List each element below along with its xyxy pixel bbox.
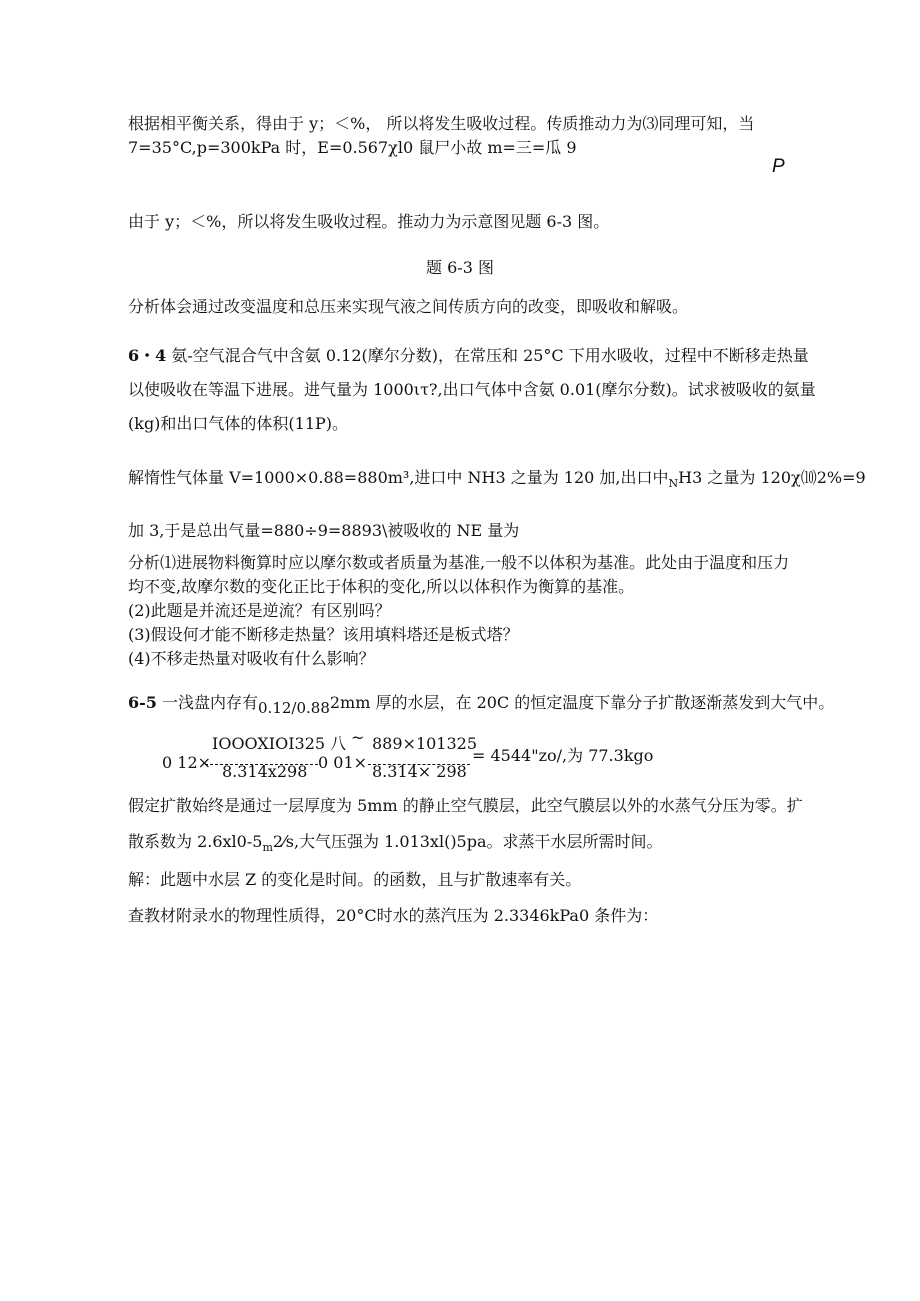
analysis-note-6-3: 分析体会通过改变温度和总压来实现气液之间传质方向的改变，即吸收和解吸。	[128, 297, 689, 316]
problem-number-6-4: 6・4	[128, 346, 167, 365]
solution-6-4-line-2: 加 3,于是总出气量=880÷9=8893\被吸收的 NE 量为	[128, 521, 520, 540]
equation-middle-term: 0 01×	[318, 753, 368, 772]
symbol-p: P	[772, 156, 785, 177]
problem-number-6-5: 6-5	[128, 693, 157, 712]
equation-denominator-1: 8.314x298	[222, 762, 308, 781]
text-line-1: 根据相平衡关系，得由于 y；＜%， 所以将发生吸收过程。传质推动力为⑶同理可知，当	[128, 114, 755, 133]
equation-denominator-2: 8.314× 298	[372, 762, 467, 781]
problem-6-4-line-3: (kg)和出口气体的体积(11P)。	[128, 414, 349, 433]
equation-numerator-1: IOOOXIOI325 八	[212, 734, 347, 753]
equation-tilde: ~	[351, 728, 365, 747]
diffusion-text-a: 散系数为 2.6xl0-5	[128, 832, 263, 851]
equation-result: = 4544"zo/,为 77.3kgo	[472, 746, 654, 765]
problem-6-4-text-a: 氨-空气混合气中含氨 0.12(摩尔分数)，在常压和 25°C 下用水吸收，过程中不断移走热量	[171, 346, 809, 365]
analysis-6-4-question-3: (3)假设何才能不断移走热量？该用填料塔还是板式塔？	[128, 625, 519, 644]
equation-prefix: 0 12×	[162, 753, 212, 772]
solution-6-5-line-1: 解：此题中水层 Z 的变化是时间。的函数，且与扩散速率有关。	[128, 870, 582, 889]
solution-text-b: H3 之量为 120χ⑽2%=9	[678, 468, 866, 487]
text-line-2: 7=35°C,p=300kPa 时，E=0.567χl0 鼠尸小故 m=三=瓜 9	[128, 138, 577, 157]
analysis-6-4-question-2: (2)此题是并流还是逆流？有区别吗？	[128, 601, 391, 620]
problem-6-5-text-b: 2mm 厚的水层，在 20C 的恒定温度下靠分子扩散逐渐蒸发到大气中。	[329, 693, 835, 712]
solution-text-a: 解惰性气体量 V=1000×0.88=880m³,进口中 NH3 之量为 120 加,出口中	[128, 468, 669, 487]
problem-6-5-line-1	[128, 693, 835, 717]
problem-6-5-line-2: 假定扩散始终是通过一层厚度为 5mm 的静止空气膜层，此空气膜层以外的水蒸气分压为零。扩	[128, 796, 803, 815]
solution-6-4-line-1	[128, 468, 866, 490]
analysis-6-4-question-4: (4)不移走热量对吸收有什么影响？	[128, 649, 375, 668]
problem-6-4-line-1	[128, 346, 809, 366]
solution-subscript: N	[668, 477, 679, 490]
figure-caption: 题 6-3 图	[426, 258, 494, 277]
diffusion-subscript: m	[262, 841, 273, 854]
equation-numerator-2: 889×101325	[372, 734, 478, 753]
analysis-6-4-line-2: 均不变,故摩尔数的变化正比于体积的变化,所以以体积作为衡算的基准。	[128, 577, 635, 596]
problem-6-4-line-2: 以使吸收在等温下进展。进气量为 1000ιτ?,出口气体中含氨 0.01(摩尔分数)。试求被吸收的氨量	[128, 380, 816, 399]
problem-6-5-line-3	[128, 832, 663, 854]
diffusion-text-b: 2⁄s,大气压强为 1.013xl()5pa。求蒸干水层所需时间。	[272, 832, 663, 851]
text-line-3: 由于 y；＜%，所以将发生吸收过程。推动力为示意图见题 6-3 图。	[128, 212, 610, 231]
analysis-6-4-line-1: 分析⑴进展物料衡算时应以摩尔数或者质量为基准,一般不以体积为基准。此处由于温度和压力	[128, 553, 790, 572]
problem-6-5-text-a: 一浅盘内存有	[162, 693, 259, 712]
problem-6-5-fraction: 0.12/0.88	[258, 699, 330, 717]
solution-6-5-line-2: 查教材附录水的物理性质得，20°C时水的蒸汽压为 2.3346kPa0 条件为：	[128, 906, 659, 925]
